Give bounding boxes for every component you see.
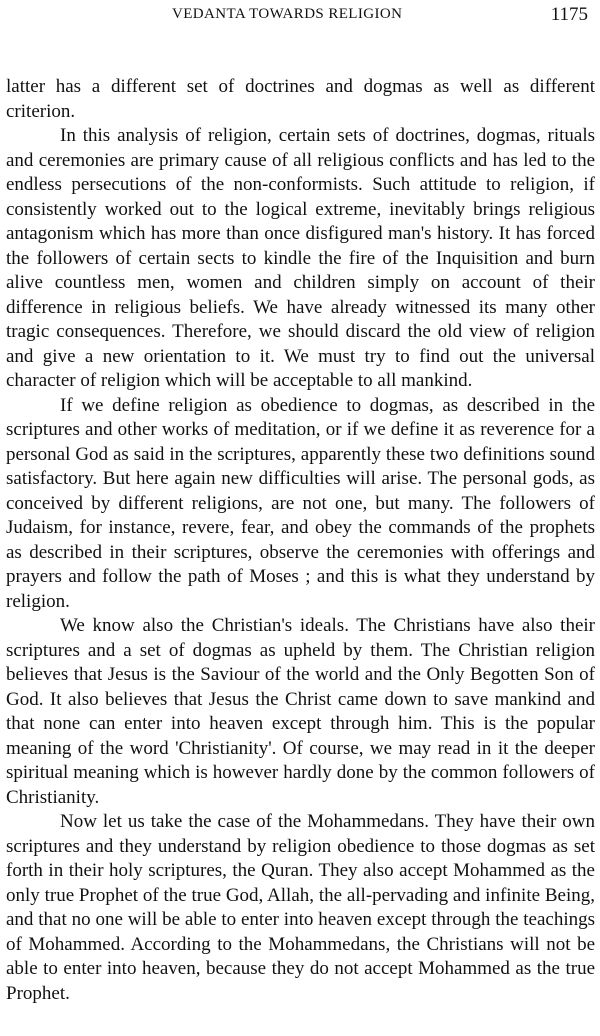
- paragraph-5: Now let us take the case of the Mohammedans. They have their own scriptures and they understand by religion obedience to those dogmas as set forth in their holy scriptures, the Quran. They also accept Mohammed as the only true Prophet of the true God, Allah, the all-pervading and infinite Being, and that no one will be able to enter into heaven except through the teachings of Mohammed. According to the Mohammedans, the Christians will not be able to enter into heaven, because they do not accept Mohammed as the true Prophet.: [6, 811, 595, 1004]
- body-text: [6, 75, 595, 1006]
- page-number: 1175: [550, 4, 588, 25]
- paragraph-1: latter has a different set of doctrines and dogmas as well as different criterion.: [6, 76, 595, 122]
- page-header: [0, 3, 600, 33]
- running-title: VEDANTA TOWARDS RELIGION: [172, 6, 403, 22]
- paragraph-3: If we define religion as obedience to dogmas, as described in the scriptures and other works of meditation, or if we define it as reverence for a personal God as said in the scriptures, apparently these two definitions sound satisfactory. But here again new difficulties will arise. The personal gods, as conceived by different religions, are not one, but many. The followers of Judaism, for instance, revere, fear, and obey the commands of the prophets as described in their scriptures, observe the ceremonies with offerings and prayers and follow the path of Moses ; and this is what they understand by religion.: [6, 394, 595, 612]
- paragraph-2: In this analysis of religion, certain sets of doctrines, dogmas, rituals and ceremonies are primary cause of all religious conflicts and has led to the endless persecutions of the non-conformists. Such attitude to religion, if consistently worked out to the logical extreme, inevitably brings religious antagonism which has more than once disfigured man's history. It has forced the followers of certain sects to kindle the fire of the Inquisition and burn alive countless men, women and children simply on account of their difference in religious beliefs. We have already witnessed its many other tragic consequences. Therefore, we should discard the old view of religion and give a new orientation to it. We must try to find out the universal character of religion which will be acceptable to all mankind.: [6, 125, 595, 391]
- paragraph-4: We know also the Christian's ideals. The Christians have also their scriptures and a set of dogmas as upheld by them. The Christian religion believes that Jesus is the Saviour of the world and the Only Begotten Son of God. It also believes that Jesus the Christ came down to save mankind and that none can enter into heaven except through him. This is the popular meaning of the word 'Christianity'. Of course, we may read in it the deeper spiritual meaning which is however hardly done by the common followers of Christianity.: [6, 615, 595, 808]
